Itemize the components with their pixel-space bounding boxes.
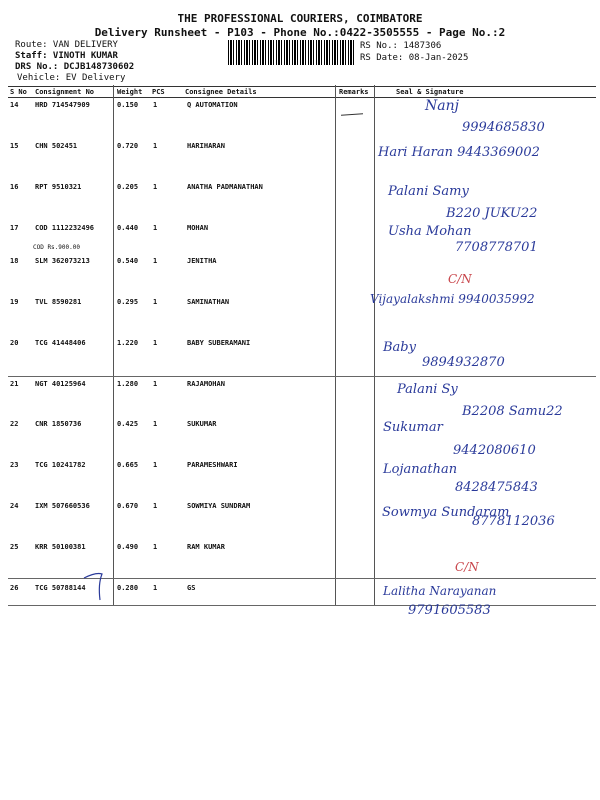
col-remarks: Remarks bbox=[339, 88, 369, 96]
signature-23-name: Lojanathan bbox=[383, 462, 458, 477]
row-consignment: RPT 9510321 bbox=[35, 183, 82, 191]
row-consignee: SUKUMAR bbox=[187, 420, 217, 428]
row-sno: 25 bbox=[10, 543, 19, 551]
row-sno: 15 bbox=[10, 142, 19, 150]
row-weight: 0.670 bbox=[117, 502, 139, 510]
row-weight: 0.425 bbox=[117, 420, 139, 428]
signature-23-phone: 8428475843 bbox=[455, 480, 538, 495]
row-weight: 0.205 bbox=[117, 183, 139, 191]
route-label: Route: VAN DELIVERY bbox=[15, 40, 118, 50]
row-weight: 0.720 bbox=[117, 142, 139, 150]
row-sno: 17 bbox=[10, 224, 19, 232]
drs-number: DRS No.: DCJB148730602 bbox=[15, 62, 135, 72]
signature-16-name: Palani Samy bbox=[388, 184, 469, 199]
row-consignee: RAJAMOHAN bbox=[187, 380, 225, 388]
row-pcs: 1 bbox=[153, 339, 158, 347]
row-pcs: 1 bbox=[153, 380, 158, 388]
row-pcs: 1 bbox=[153, 543, 158, 551]
col-consignee: Consignee Details bbox=[185, 88, 257, 96]
row-pcs: 1 bbox=[153, 298, 158, 306]
row-sno: 26 bbox=[10, 584, 19, 592]
cin-mark: C/N bbox=[455, 560, 479, 574]
signature-20-name: Baby bbox=[383, 340, 416, 355]
row-sno: 14 bbox=[10, 101, 19, 109]
signature-15: Hari Haran 9443369002 bbox=[378, 145, 540, 160]
row-pcs: 1 bbox=[153, 584, 158, 592]
table-top-line bbox=[8, 86, 596, 87]
row-consignee: ANATHA PADMANATHAN bbox=[187, 183, 263, 191]
row-weight: 0.440 bbox=[117, 224, 139, 232]
row-pcs: 1 bbox=[153, 461, 158, 469]
row-consignee: JENITHA bbox=[187, 257, 217, 265]
row-consignment: NGT 40125964 bbox=[35, 380, 86, 388]
row-weight: 0.280 bbox=[117, 584, 139, 592]
table-row bbox=[0, 253, 600, 293]
row-consignment: IXM 507660536 bbox=[35, 502, 90, 510]
row-consignee: BABY SUBERAMANI bbox=[187, 339, 251, 347]
col-signature: Seal & Signature bbox=[396, 88, 464, 96]
signature-21-code: B2208 Samu22 bbox=[462, 404, 563, 419]
signature-26-name: Lalitha Narayanan bbox=[383, 584, 497, 598]
row-pcs: 1 bbox=[153, 183, 158, 191]
row-sno: 23 bbox=[10, 461, 19, 469]
row-consignee: RAM KUMAR bbox=[187, 543, 225, 551]
row-weight: 0.150 bbox=[117, 101, 139, 109]
row-pcs: 1 bbox=[153, 101, 158, 109]
row-consignee: SOWMIYA SUNDRAM bbox=[187, 502, 251, 510]
row-consignment: TCG 41448406 bbox=[35, 339, 86, 347]
row-sno: 18 bbox=[10, 257, 19, 265]
company-title: THE PROFESSIONAL COURIERS, COIMBATORE bbox=[177, 12, 423, 25]
row-consignment: COD 1112232496 bbox=[35, 224, 95, 232]
row-weight: 0.540 bbox=[117, 257, 139, 265]
row-weight: 0.490 bbox=[117, 543, 139, 551]
signature-16-code: B220 JUKU22 bbox=[446, 206, 538, 221]
row-consignment: KRR 50100381 bbox=[35, 543, 86, 551]
col-consignment: Consignment No bbox=[35, 88, 95, 96]
row-sno: 16 bbox=[10, 183, 19, 191]
row-weight: 1.280 bbox=[117, 380, 139, 388]
row-consignment: TCG 50788144 bbox=[35, 584, 86, 592]
signature-17-name: Usha Mohan bbox=[388, 224, 472, 239]
row-consignment: CHN 502451 bbox=[35, 142, 78, 150]
row-pcs: 1 bbox=[153, 257, 158, 265]
rs-number: RS No.: 1487306 bbox=[360, 41, 442, 51]
row-consignee: Q AUTOMATION bbox=[187, 101, 238, 109]
signature-14-phone: 9994685830 bbox=[462, 120, 545, 135]
row-sno: 20 bbox=[10, 339, 19, 347]
runsheet-title: Delivery Runsheet - P103 - Phone No.:0422-3505555 - Page No.:2 bbox=[94, 26, 506, 39]
row-consignee: HARIHARAN bbox=[187, 142, 225, 150]
barcode bbox=[228, 40, 354, 65]
col-pcs: PCS bbox=[152, 88, 165, 96]
row-consignee: SAMINATHAN bbox=[187, 298, 230, 306]
row-sno: 24 bbox=[10, 502, 19, 510]
signature-22-phone: 9442080610 bbox=[453, 443, 536, 458]
table-row bbox=[0, 335, 600, 375]
row-consignment: HRD 714547909 bbox=[35, 101, 90, 109]
signature-24-phone: 8778112036 bbox=[472, 514, 555, 529]
signature-14-name: Nanj bbox=[425, 98, 459, 114]
signature-21-name: Palani Sy bbox=[397, 382, 458, 397]
vehicle-label: Vehicle: EV Delivery bbox=[17, 73, 126, 83]
staff-label: Staff: VINOTH KUMAR bbox=[15, 51, 118, 61]
col-weight: Weight bbox=[117, 88, 143, 96]
signature-24-name: Sowmya Sundaram bbox=[382, 505, 510, 520]
signature-22-name: Sukumar bbox=[383, 420, 443, 435]
row-consignee: GS bbox=[187, 584, 196, 592]
row-sno: 19 bbox=[10, 298, 19, 306]
col-sno: S No bbox=[10, 88, 27, 96]
signature-20-phone: 9894932870 bbox=[422, 355, 505, 370]
row-sno: 21 bbox=[10, 380, 19, 388]
row-pcs: 1 bbox=[153, 224, 158, 232]
row-pcs: 1 bbox=[153, 502, 158, 510]
cod-amount: COD Rs.900.00 bbox=[33, 244, 80, 251]
row-consignment: TCG 10241782 bbox=[35, 461, 86, 469]
row-consignee: PARAMESHWARI bbox=[187, 461, 238, 469]
row-weight: 1.220 bbox=[117, 339, 139, 347]
row-pcs: 1 bbox=[153, 142, 158, 150]
signature-26-phone: 9791605583 bbox=[408, 603, 491, 618]
pen-tick-icon bbox=[82, 570, 110, 604]
row-consignee: MOHAN bbox=[187, 224, 209, 232]
row-weight: 0.665 bbox=[117, 461, 139, 469]
signature-19: Vijayalakshmi 9940035992 bbox=[370, 292, 535, 306]
row-consignment: CNR 1850736 bbox=[35, 420, 82, 428]
signature-17-phone: 7708778701 bbox=[455, 240, 538, 255]
row-consignment: TVL 8590281 bbox=[35, 298, 82, 306]
row-pcs: 1 bbox=[153, 420, 158, 428]
cin-mark: C/N bbox=[448, 272, 472, 286]
row-consignment: SLM 362073213 bbox=[35, 257, 90, 265]
rs-date: RS Date: 08-Jan-2025 bbox=[360, 53, 469, 63]
row-weight: 0.295 bbox=[117, 298, 139, 306]
row-sno: 22 bbox=[10, 420, 19, 428]
